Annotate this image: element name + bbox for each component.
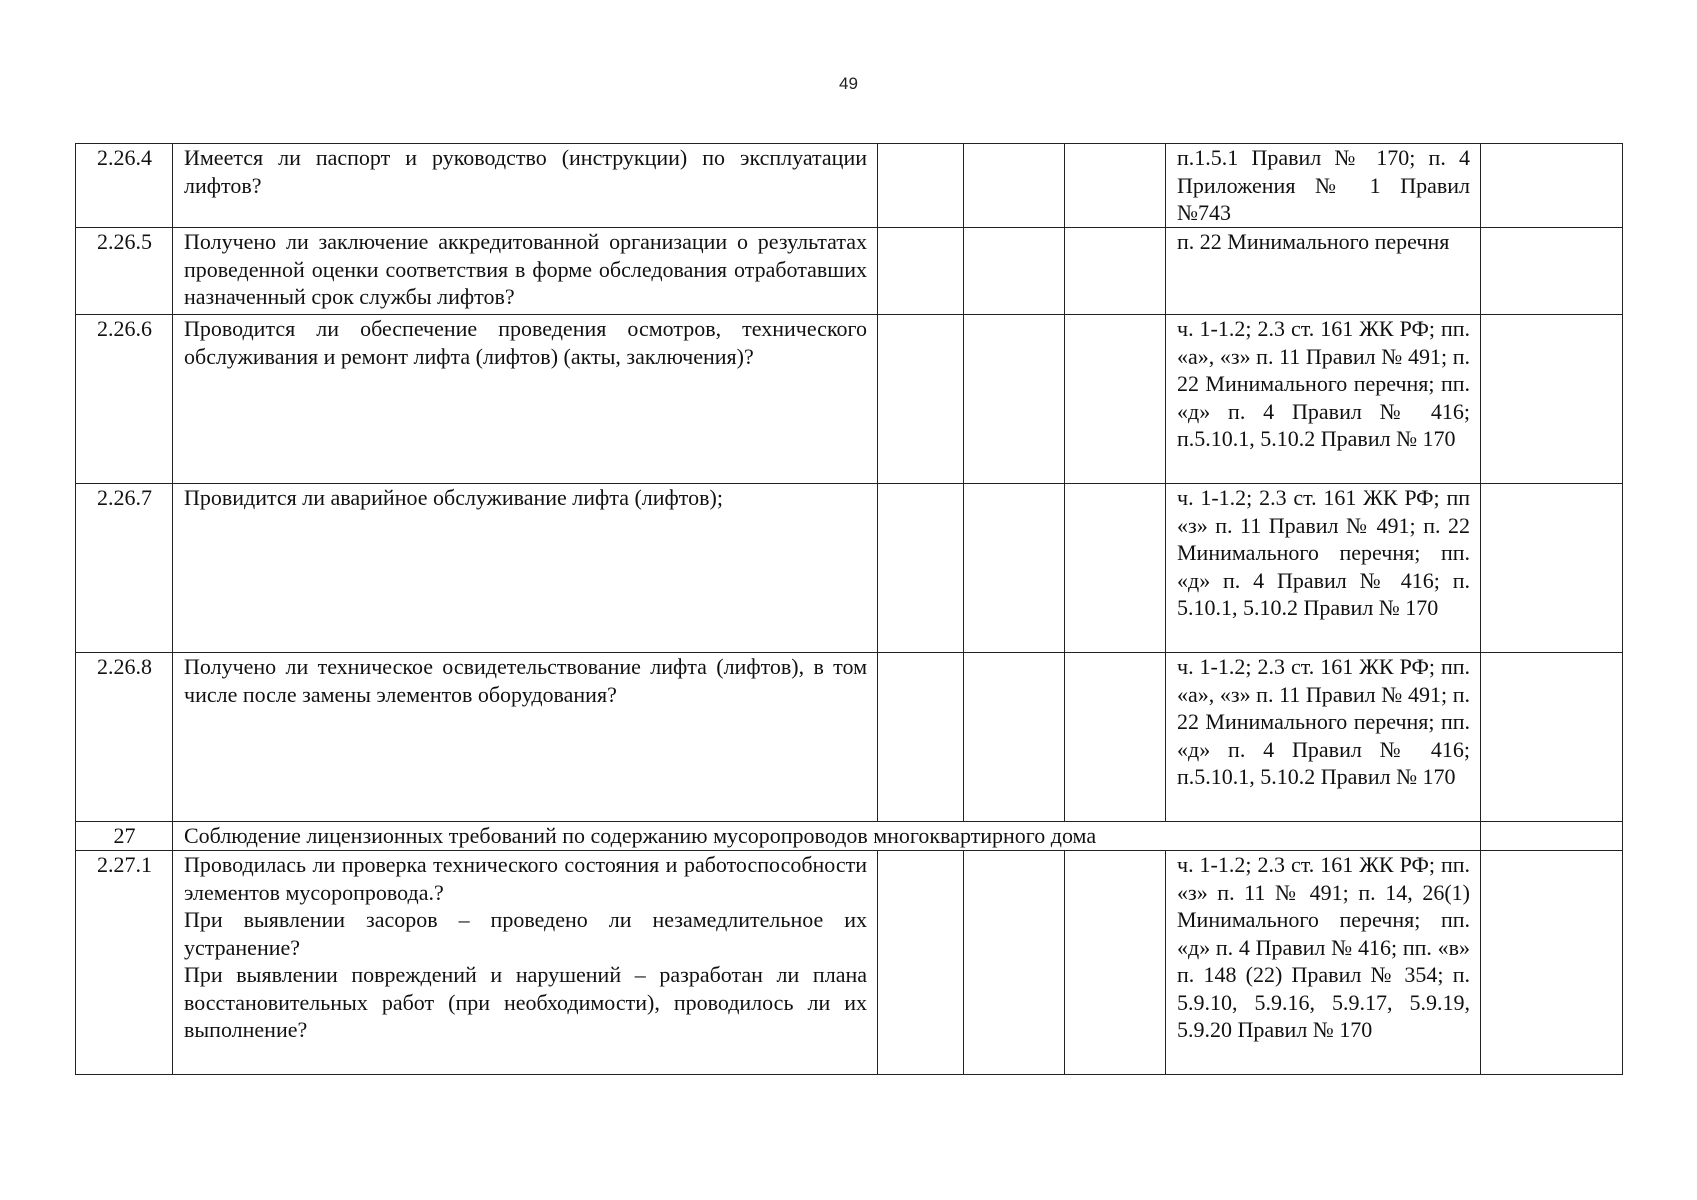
table-row <box>76 228 1623 315</box>
note-cell <box>1481 315 1623 484</box>
note-cell <box>1481 653 1623 822</box>
table-row <box>76 851 1623 1075</box>
section-row <box>76 822 1623 851</box>
page-number: 49 <box>839 74 858 93</box>
item-question <box>173 851 878 1075</box>
section-title: Соблюдение лицензионных требований по содержанию мусоропроводов многоквартирного дома <box>173 822 1481 851</box>
item-number: 2.26.7 <box>76 484 173 653</box>
item-reference: ч. 1-1.2; 2.3 ст. 161 ЖК РФ; пп. «а», «з» п. 11 Правил № 491; п. 22 Минимального перечня; пп. «д» п. 4 Правил № 416; п.5.10.1, 5.10.2 Правил № 170 <box>1166 315 1481 484</box>
note-cell <box>1481 851 1623 1075</box>
item-question: Провидится ли аварийное обслуживание лифта (лифтов); <box>173 484 878 653</box>
item-number: 2.26.5 <box>76 228 173 315</box>
answer-cell <box>964 484 1065 653</box>
answer-cell <box>878 653 964 822</box>
table-row <box>76 653 1623 822</box>
item-reference: п.1.5.1 Правил № 170; п. 4 Приложения № 1 Правил №743 <box>1166 144 1481 228</box>
answer-cell <box>964 653 1065 822</box>
item-number: 2.26.8 <box>76 653 173 822</box>
answer-cell <box>1065 144 1166 228</box>
item-reference: ч. 1-1.2; 2.3 ст. 161 ЖК РФ; пп. «а», «з» п. 11 Правил № 491; п. 22 Минимального перечня; пп. «д» п. 4 Правил № 416; п.5.10.1, 5.10.2 Правил № 170 <box>1166 653 1481 822</box>
item-question: Получено ли техническое освидетельствование лифта (лифтов), в том числе после замены элементов оборудования? <box>173 653 878 822</box>
item-reference: ч. 1-1.2; 2.3 ст. 161 ЖК РФ; пп «з» п. 11 Правил № 491; п. 22 Минимального перечня; пп. «д» п. 4 Правил № 416; п. 5.10.1, 5.10.2 Правил № 170 <box>1166 484 1481 653</box>
note-cell <box>1481 484 1623 653</box>
answer-cell <box>964 228 1065 315</box>
question-line: При выявлении повреждений и нарушений – разработан ли плана восстановительных работ (при необходимости), проводилось ли их выполнение? <box>184 962 867 1042</box>
answer-cell <box>1065 484 1166 653</box>
note-cell <box>1481 228 1623 315</box>
item-number: 2.27.1 <box>76 851 173 1075</box>
item-number: 2.26.4 <box>76 144 173 228</box>
answer-cell <box>1065 851 1166 1075</box>
item-reference: ч. 1-1.2; 2.3 ст. 161 ЖК РФ; пп. «з» п. 11 № 491; п. 14, 26(1) Минимального перечня; пп. «д» п. 4 Правил № 416; пп. «в» п. 148 (22) Правил № 354; п. 5.9.10, 5.9.16, 5.9.17, 5.9.19, 5.9.20 Правил № 170 <box>1166 851 1481 1075</box>
answer-cell <box>1065 653 1166 822</box>
answer-cell <box>964 851 1065 1075</box>
item-question: Проводится ли обеспечение проведения осмотров, технического обслуживания и ремонт лифта (лифтов) (акты, заключения)? <box>173 315 878 484</box>
answer-cell <box>878 144 964 228</box>
question-line: При выявлении засоров – проведено ли незамедлительное их устранение? <box>184 907 867 960</box>
answer-cell <box>1065 315 1166 484</box>
note-cell <box>1481 144 1623 228</box>
answer-cell <box>1065 228 1166 315</box>
table-row <box>76 484 1623 653</box>
note-cell <box>1481 822 1623 851</box>
question-line: Проводилась ли проверка технического состояния и работоспособности элементов мусоропровода.? <box>184 852 867 905</box>
item-reference: п. 22 Минимального перечня <box>1166 228 1481 315</box>
answer-cell <box>878 315 964 484</box>
section-number: 27 <box>76 822 173 851</box>
item-question: Имеется ли паспорт и руководство (инструкции) по эксплуатации лифтов? <box>173 144 878 228</box>
checklist-table <box>75 143 1623 1075</box>
item-number: 2.26.6 <box>76 315 173 484</box>
table-row <box>76 144 1623 228</box>
answer-cell <box>964 144 1065 228</box>
table-row <box>76 315 1623 484</box>
answer-cell <box>964 315 1065 484</box>
answer-cell <box>878 228 964 315</box>
answer-cell <box>878 484 964 653</box>
item-question: Получено ли заключение аккредитованной организации о результатах проведенной оценки соответствия в форме обследования отработавших назначенный срок службы лифтов? <box>173 228 878 315</box>
answer-cell <box>878 851 964 1075</box>
